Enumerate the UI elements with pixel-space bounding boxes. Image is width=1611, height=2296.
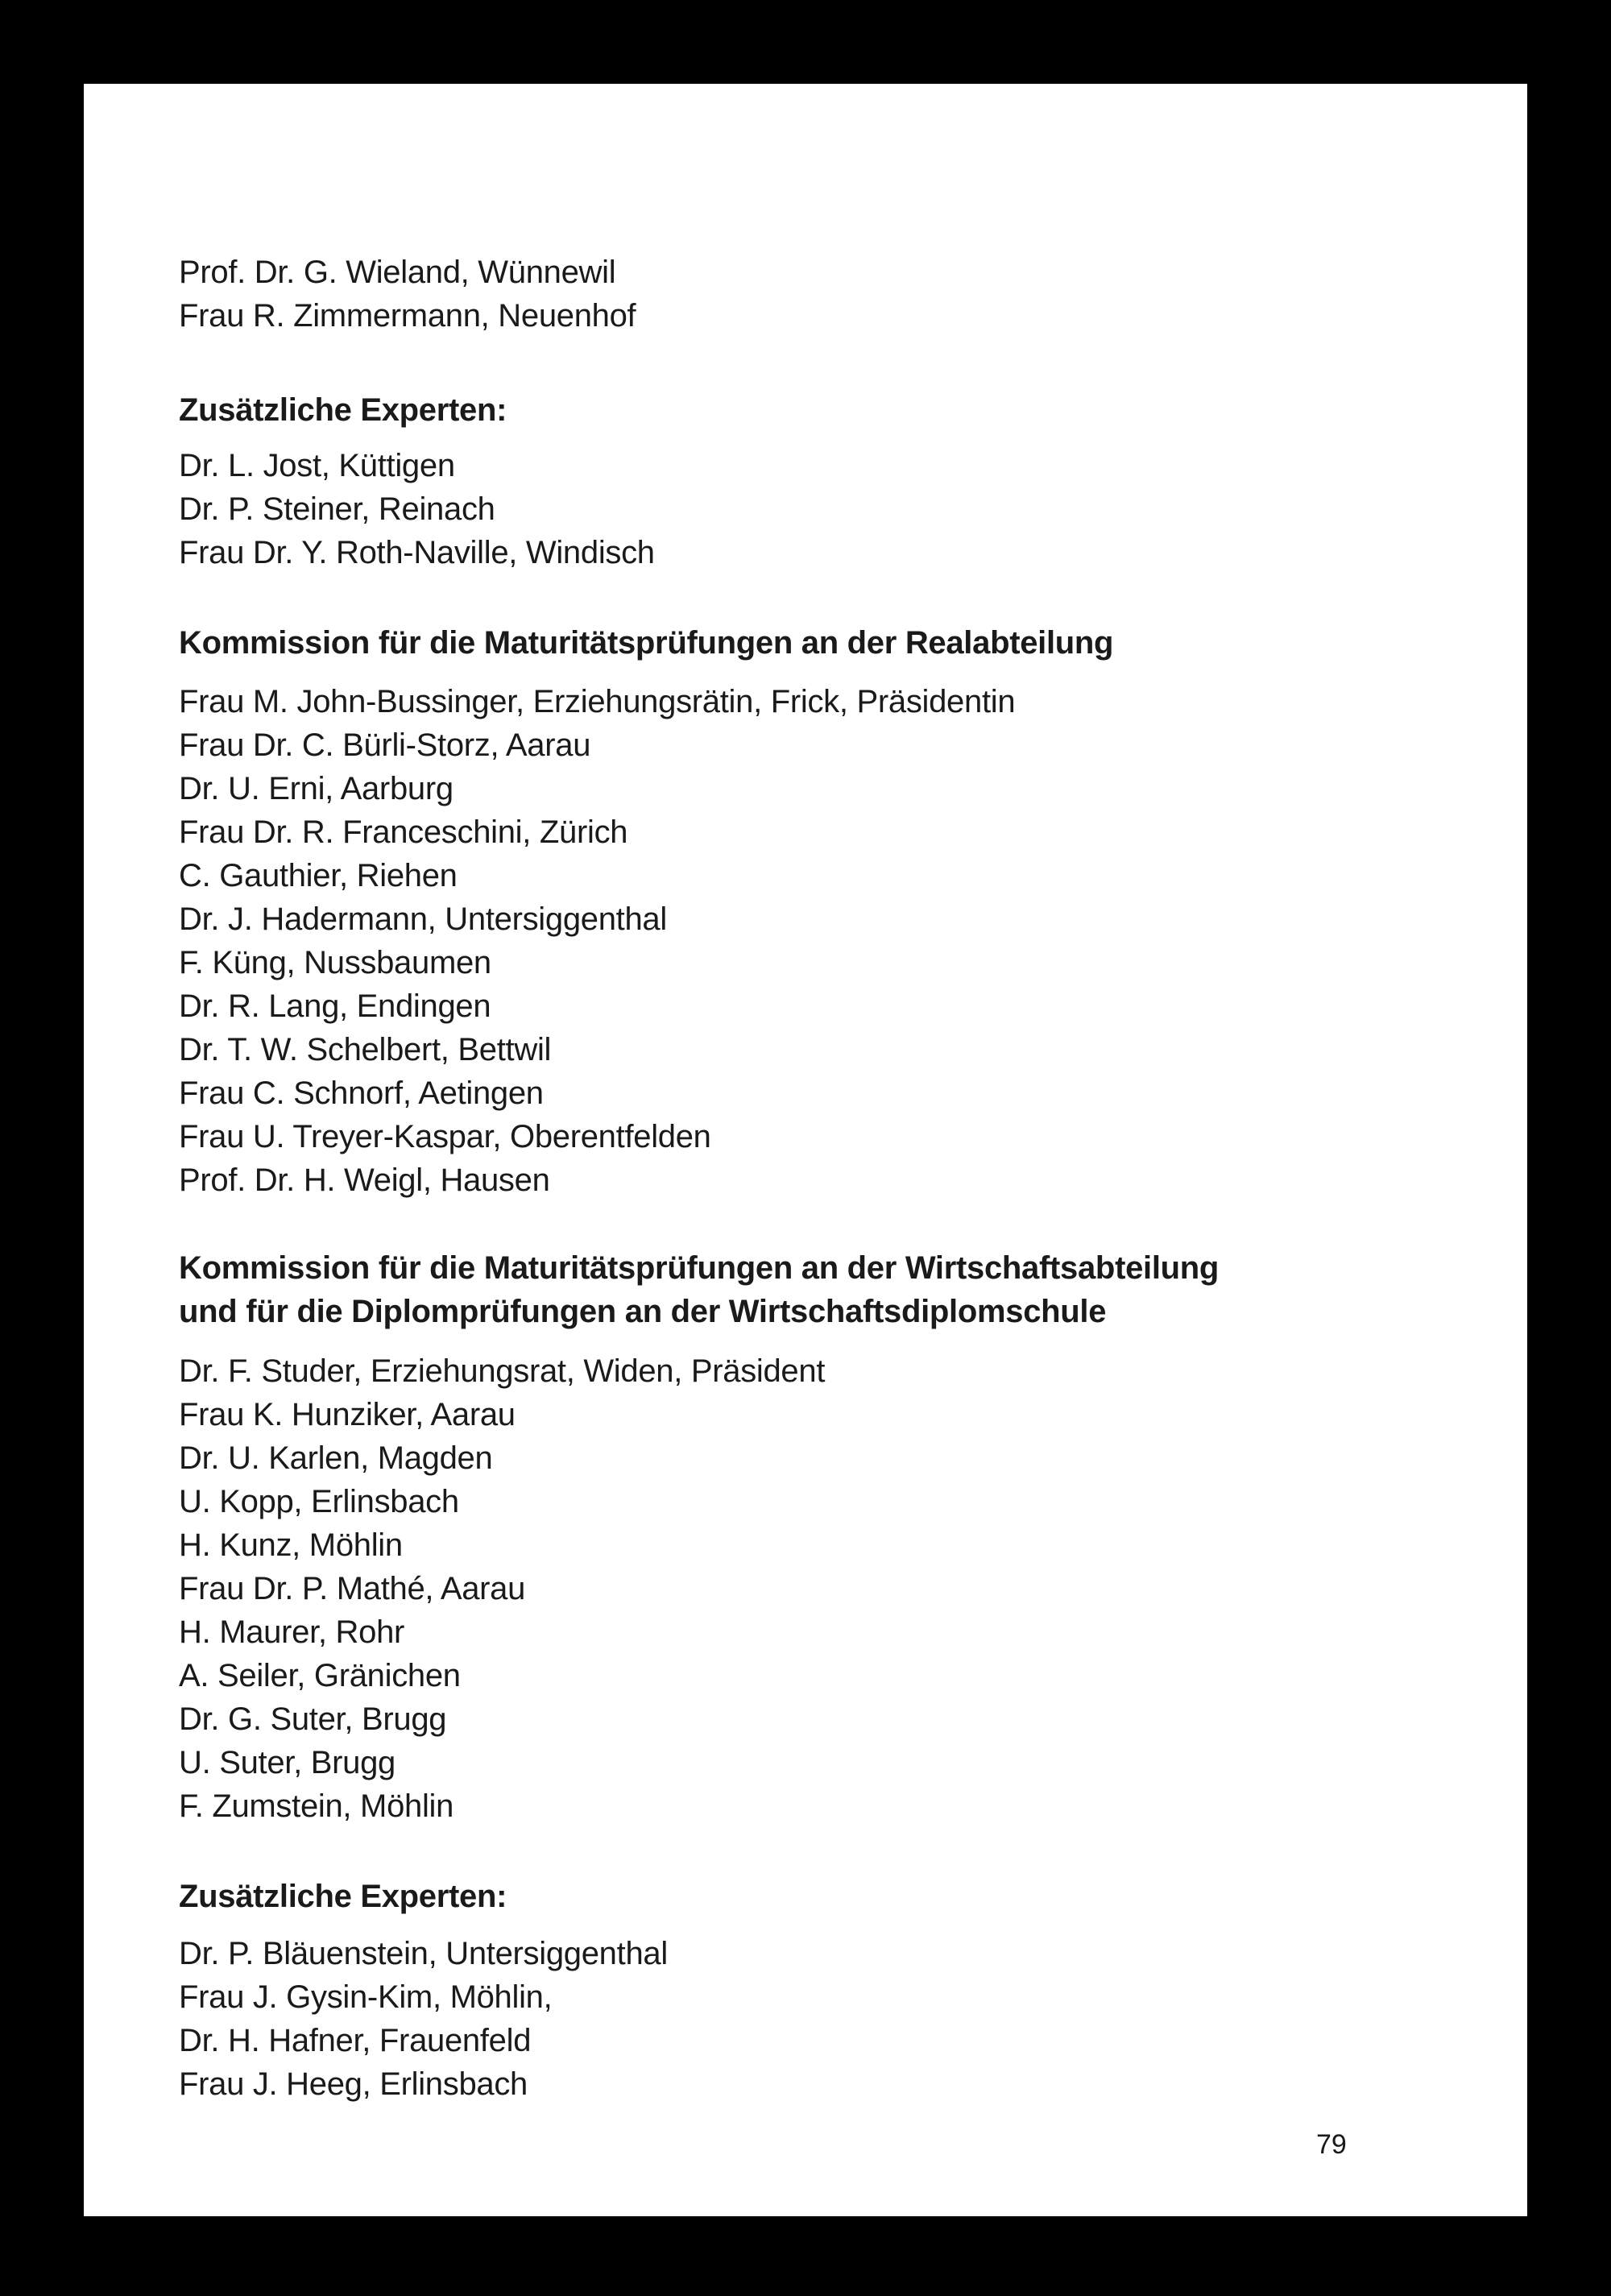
- realabteilung-list: [179, 680, 1015, 1202]
- list-item: Dr. T. W. Schelbert, Bettwil: [179, 1032, 552, 1067]
- list-item: Frau Dr. C. Bürli-Storz, Aarau: [179, 727, 591, 763]
- list-item: H. Kunz, Möhlin: [179, 1527, 403, 1563]
- section-heading-wirtschaft: [179, 1246, 1219, 1333]
- section-heading-experts-1: Zusätzliche Experten:: [179, 392, 507, 428]
- list-item: Frau M. John-Bussinger, Erziehungsrätin, Frick, Präsidentin: [179, 684, 1016, 719]
- list-item: Prof. Dr. G. Wieland, Wünnewil: [179, 255, 616, 290]
- list-item: Dr. R. Lang, Endingen: [179, 988, 491, 1024]
- list-item: Dr. J. Hadermann, Untersiggenthal: [179, 901, 667, 937]
- top-members-list: [179, 251, 636, 338]
- list-item: Frau J. Heeg, Erlinsbach: [179, 2066, 528, 2102]
- wirtschaft-list: [179, 1349, 825, 1828]
- page-number: 79: [1316, 2129, 1347, 2160]
- list-item: Frau Dr. Y. Roth-Naville, Windisch: [179, 535, 655, 570]
- document-page: [84, 84, 1527, 2216]
- list-item: Frau U. Treyer-Kaspar, Oberentfelden: [179, 1119, 711, 1154]
- section-heading-realabteilung: Kommission für die Maturitätsprüfungen an der Realabteilung: [179, 625, 1114, 661]
- section-heading-experts-2: Zusätzliche Experten:: [179, 1879, 507, 1914]
- list-item: H. Maurer, Rohr: [179, 1614, 405, 1650]
- list-item: Prof. Dr. H. Weigl, Hausen: [179, 1163, 550, 1198]
- list-item: Dr. G. Suter, Brugg: [179, 1701, 447, 1737]
- list-item: Frau J. Gysin-Kim, Möhlin,: [179, 1979, 553, 2015]
- list-item: F. Küng, Nussbaumen: [179, 945, 491, 980]
- list-item: F. Zumstein, Möhlin: [179, 1788, 454, 1824]
- list-item: Dr. U. Erni, Aarburg: [179, 771, 453, 806]
- list-item: U. Kopp, Erlinsbach: [179, 1484, 459, 1519]
- list-item: Frau R. Zimmermann, Neuenhof: [179, 298, 636, 334]
- list-item: Frau C. Schnorf, Aetingen: [179, 1075, 544, 1111]
- heading-line: und für die Diplomprüfungen an der Wirtschaftsdiplomschule: [179, 1294, 1107, 1329]
- list-item: Frau Dr. P. Mathé, Aarau: [179, 1571, 526, 1606]
- list-item: Dr. H. Hafner, Frauenfeld: [179, 2023, 532, 2058]
- list-item: Dr. F. Studer, Erziehungsrat, Widen, Präsident: [179, 1353, 826, 1389]
- heading-line: Kommission für die Maturitätsprüfungen an der Wirtschaftsabteilung: [179, 1250, 1220, 1286]
- list-item: Dr. P. Bläuenstein, Untersiggenthal: [179, 1936, 668, 1971]
- list-item: U. Suter, Brugg: [179, 1745, 396, 1780]
- experts-2-list: [179, 1932, 668, 2106]
- experts-1-list: [179, 444, 655, 574]
- list-item: A. Seiler, Gränichen: [179, 1658, 461, 1693]
- list-item: C. Gauthier, Riehen: [179, 858, 458, 893]
- list-item: Frau Dr. R. Franceschini, Zürich: [179, 814, 628, 850]
- list-item: Dr. L. Jost, Küttigen: [179, 448, 455, 483]
- list-item: Dr. P. Steiner, Reinach: [179, 491, 495, 527]
- list-item: Frau K. Hunziker, Aarau: [179, 1397, 516, 1432]
- list-item: Dr. U. Karlen, Magden: [179, 1440, 493, 1476]
